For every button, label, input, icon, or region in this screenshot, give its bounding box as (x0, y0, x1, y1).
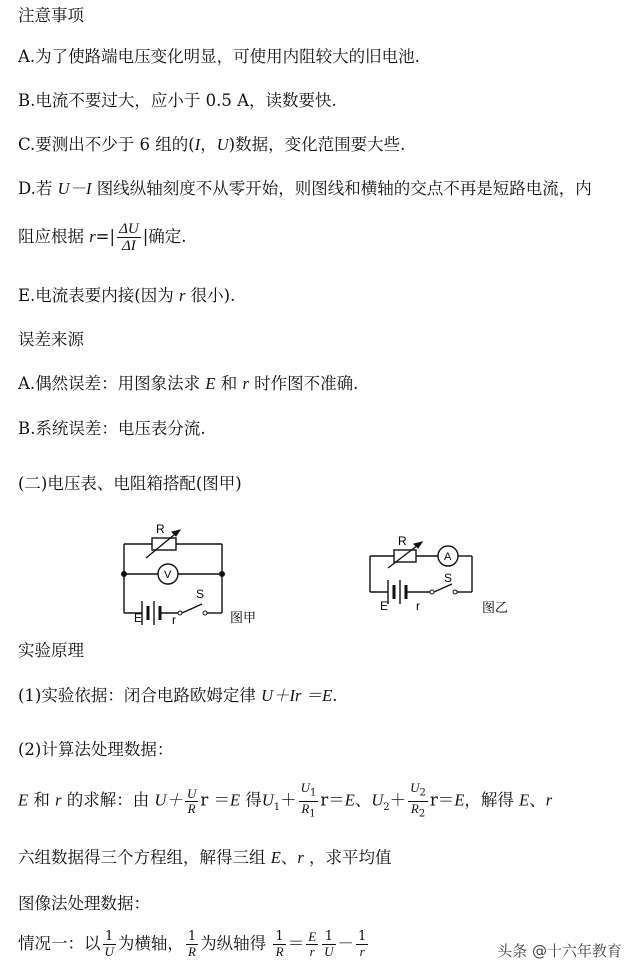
graph-method-title: 图像法处理数据： (18, 894, 150, 913)
label-S: S (196, 587, 205, 601)
voltmeter-label: V (164, 569, 172, 581)
ammeter-label: A (444, 551, 452, 563)
caption-yi: 图乙 (482, 600, 509, 615)
caption-jia: 图甲 (230, 610, 257, 625)
error-a: A.偶然误差：用图象法求 E 和 r 时作图不准确. (18, 374, 359, 393)
label-r: r (416, 599, 420, 613)
note-d-cont: 阻应根据 r=| $\frac{\Delta U}{\Delta I}$ |确定. (18, 221, 187, 254)
label-E: E (380, 599, 389, 613)
six-groups-line: 六组数据得三个方程组，解得三组 E、r ，求平均值 (18, 848, 392, 867)
delta-fraction: $\frac{\Delta U}{\Delta I}$ (119, 221, 139, 254)
section-title-method2: (二)电压表、电阻箱搭配(图甲) (18, 474, 242, 493)
label-E: E (134, 611, 143, 625)
note-b: B.电流不要过大，应小于 0.5 A，读数要快. (18, 91, 337, 110)
solve-line: E 和 r 的求解：由 U＋ $\frac{U}{R}$ r ＝E 得$U_1+$ $\frac{U_1}{R_1}$ r＝E、$U_2+$ $\frac{U_2}{R_2}$ r＝E，解得 E、r (18, 780, 553, 820)
label-R: R (156, 522, 165, 536)
circuit-diagram-jia (110, 518, 280, 628)
case-one-line: 情况一：以 $\frac{1}{U}$ 为横轴， $\frac{1}{R}$ 为纵轴得 $\frac{1}{R}$ ＝ $\frac{E}{r}$ $\frac{1}{U}$ － $\frac{1}{r}$ (18, 929, 367, 959)
principle-2: (2)计算法处理数据： (18, 740, 174, 759)
circuit-diagram-yi (360, 532, 530, 622)
section-title-notes: 注意事项 (18, 6, 84, 25)
watermark: 头条 @十六年教育 (497, 942, 622, 960)
label-S: S (444, 571, 453, 585)
label-r: r (172, 613, 176, 627)
error-b: B.系统误差：电压表分流. (18, 419, 206, 438)
note-a: A.为了使路端电压变化明显，可使用内阻较大的旧电池. (18, 47, 420, 66)
principle-1: (1)实验依据：闭合电路欧姆定律 U＋Ir ＝E. (18, 686, 338, 705)
label-R: R (398, 534, 407, 548)
note-c: C.要测出不少于 6 组的(I，U)数据，变化范围要大些. (18, 135, 406, 154)
section-title-errors: 误差来源 (18, 330, 84, 349)
note-d: D.若 U－I 图线纵轴刻度不从零开始，则图线和横轴的交点不再是短路电流，内 (18, 179, 592, 198)
section-title-principle: 实验原理 (18, 641, 84, 660)
note-e: E.电流表要内接(因为 r 很小). (18, 286, 236, 305)
